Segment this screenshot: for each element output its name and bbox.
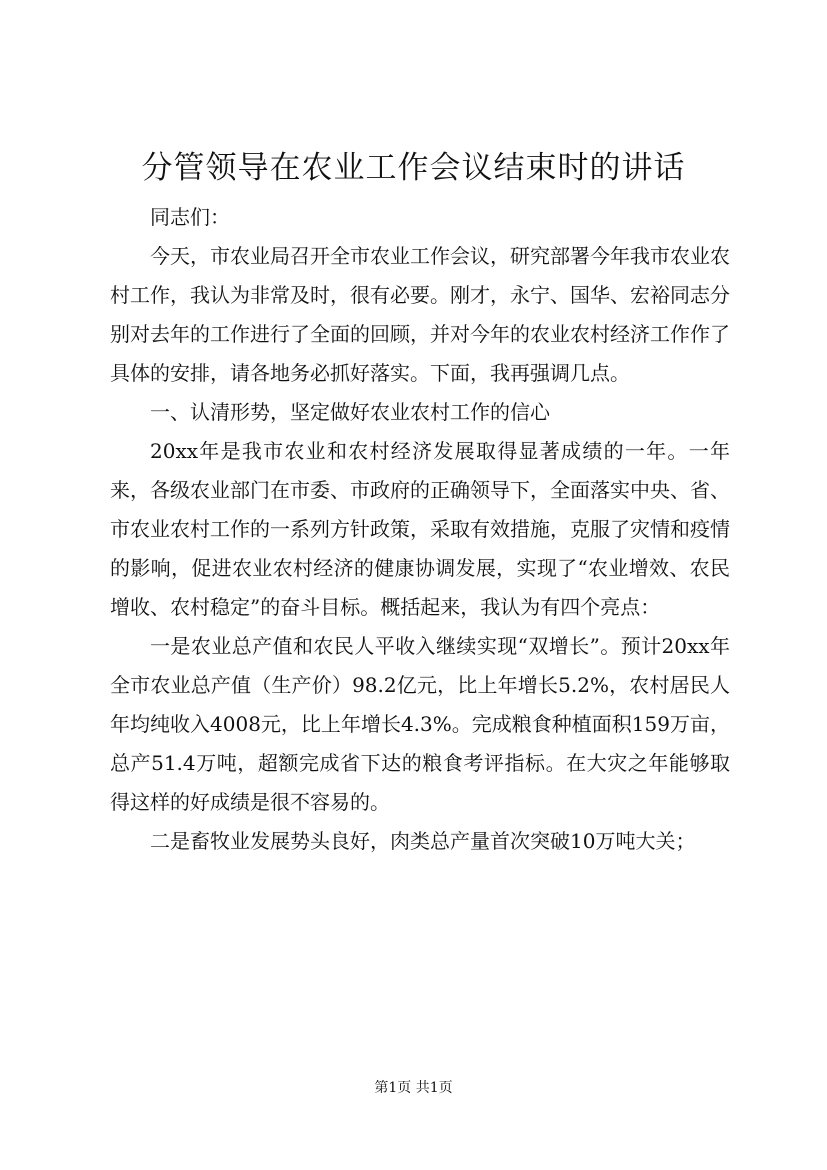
paragraph-point-2: 二是畜牧业发展势头良好，肉类总产量首次突破10万吨大关；	[150, 829, 696, 853]
page-footer: 第1页 共1页	[374, 1080, 453, 1096]
paragraph-point-1: 一是农业总产值和农民人平收入继续实现“双增长”。预计20xx年全市农业总产值（生产价）98.2亿元，比上年增长5.2%，农村居民人年均纯收入4008元，比上年增长4.3%。完成粮食种植面积159万亩，总产51.4万吨，超额完成省下达的粮食考评指标。在大灾之年能够取得这样的好成绩是很不容易的。	[110, 634, 730, 814]
paragraph-intro: 今天，市农业局召开全市农业工作会议，研究部署今年我市农业农村工作，我认为非常及时，很有必要。刚才，永宁、国华、宏裕同志分别对去年的工作进行了全面的回顾，并对今年的农业农村经济工作作了具体的安排，请各地务必抓好落实。下面，我再强调几点。	[110, 244, 730, 385]
section-heading-1: 一、认清形势，坚定做好农业农村工作的信心	[150, 400, 550, 424]
document-title: 分管领导在农业工作会议结束时的讲话	[141, 150, 686, 186]
salutation: 同志们：	[150, 205, 230, 229]
paragraph-achievements: 20xx年是我市农业和农村经济发展取得显著成绩的一年。一年来，各级农业部门在市委、市政府的正确领导下，全面落实中央、省、市农业农村工作的一系列方针政策，采取有效措施，克服了灾情和疫情的影响，促进农业农村经济的健康协调发展，实现了“农业增效、农民增收、农村稳定”的奋斗目标。概括起来，我认为有四个亮点：	[110, 439, 730, 619]
document-body	[110, 198, 730, 861]
